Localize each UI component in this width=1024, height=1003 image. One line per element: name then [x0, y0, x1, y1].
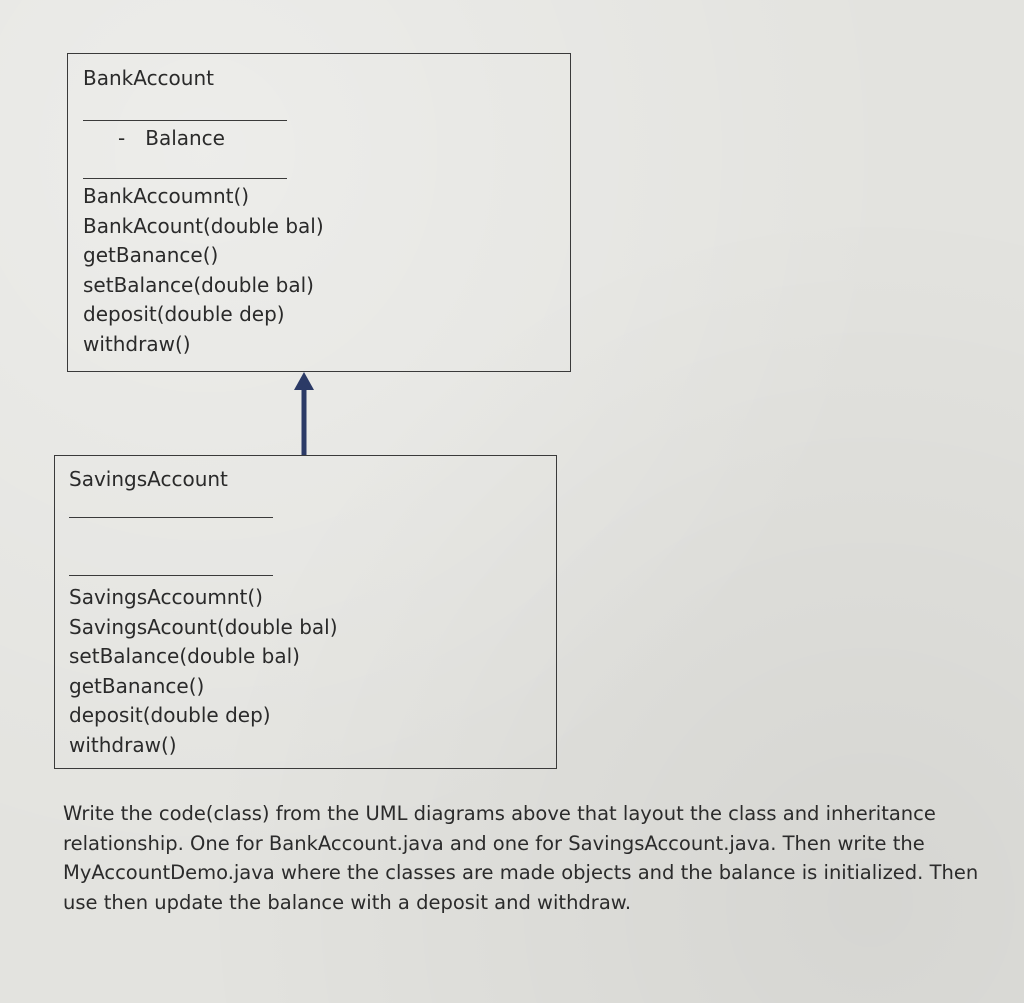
savings-account-name-divider — [69, 517, 273, 518]
savings-account-class-box — [54, 455, 557, 769]
attribute-visibility: - — [118, 126, 126, 150]
instructions-text: Write the code(class) from the UML diagrams above that layout the class and inheritance relationship. One for BankAccount.java and one for SavingsAccount.java. Then write the MyAccountDemo.java where the classes are made objects and the balance is initialized. Then use then update the balance with a deposit and withdraw. — [63, 802, 979, 914]
savings-account-class-name: SavingsAccount — [69, 467, 228, 491]
bank-account-name-divider — [83, 120, 287, 121]
method-item: BankAcount(double bal) — [83, 213, 324, 238]
bank-account-class-box — [67, 53, 571, 372]
arrow-head — [294, 372, 314, 390]
method-item: deposit(double dep) — [83, 302, 285, 326]
method-item: BankAccoumnt() — [83, 184, 250, 208]
bank-account-class-name: BankAccount — [83, 66, 214, 90]
bank-account-method-list — [83, 182, 324, 359]
savings-account-attribute-divider — [69, 575, 273, 576]
method-item: getBanance() — [83, 243, 219, 267]
method-item: setBalance(double bal) — [69, 644, 300, 668]
inheritance-arrow — [290, 370, 320, 456]
attribute-name: Balance — [145, 126, 225, 150]
bank-account-attribute-divider — [83, 178, 287, 179]
method-item: deposit(double dep) — [69, 703, 271, 727]
method-item: withdraw() — [83, 331, 191, 356]
savings-account-method-list — [69, 583, 338, 760]
bank-account-attribute — [118, 126, 225, 150]
method-item: SavingsAcount(double bal) — [69, 614, 338, 639]
method-item: setBalance(double bal) — [83, 272, 314, 297]
method-item: SavingsAccoumnt() — [69, 585, 263, 609]
method-item: withdraw() — [69, 732, 177, 757]
method-item: getBanance() — [69, 673, 205, 698]
